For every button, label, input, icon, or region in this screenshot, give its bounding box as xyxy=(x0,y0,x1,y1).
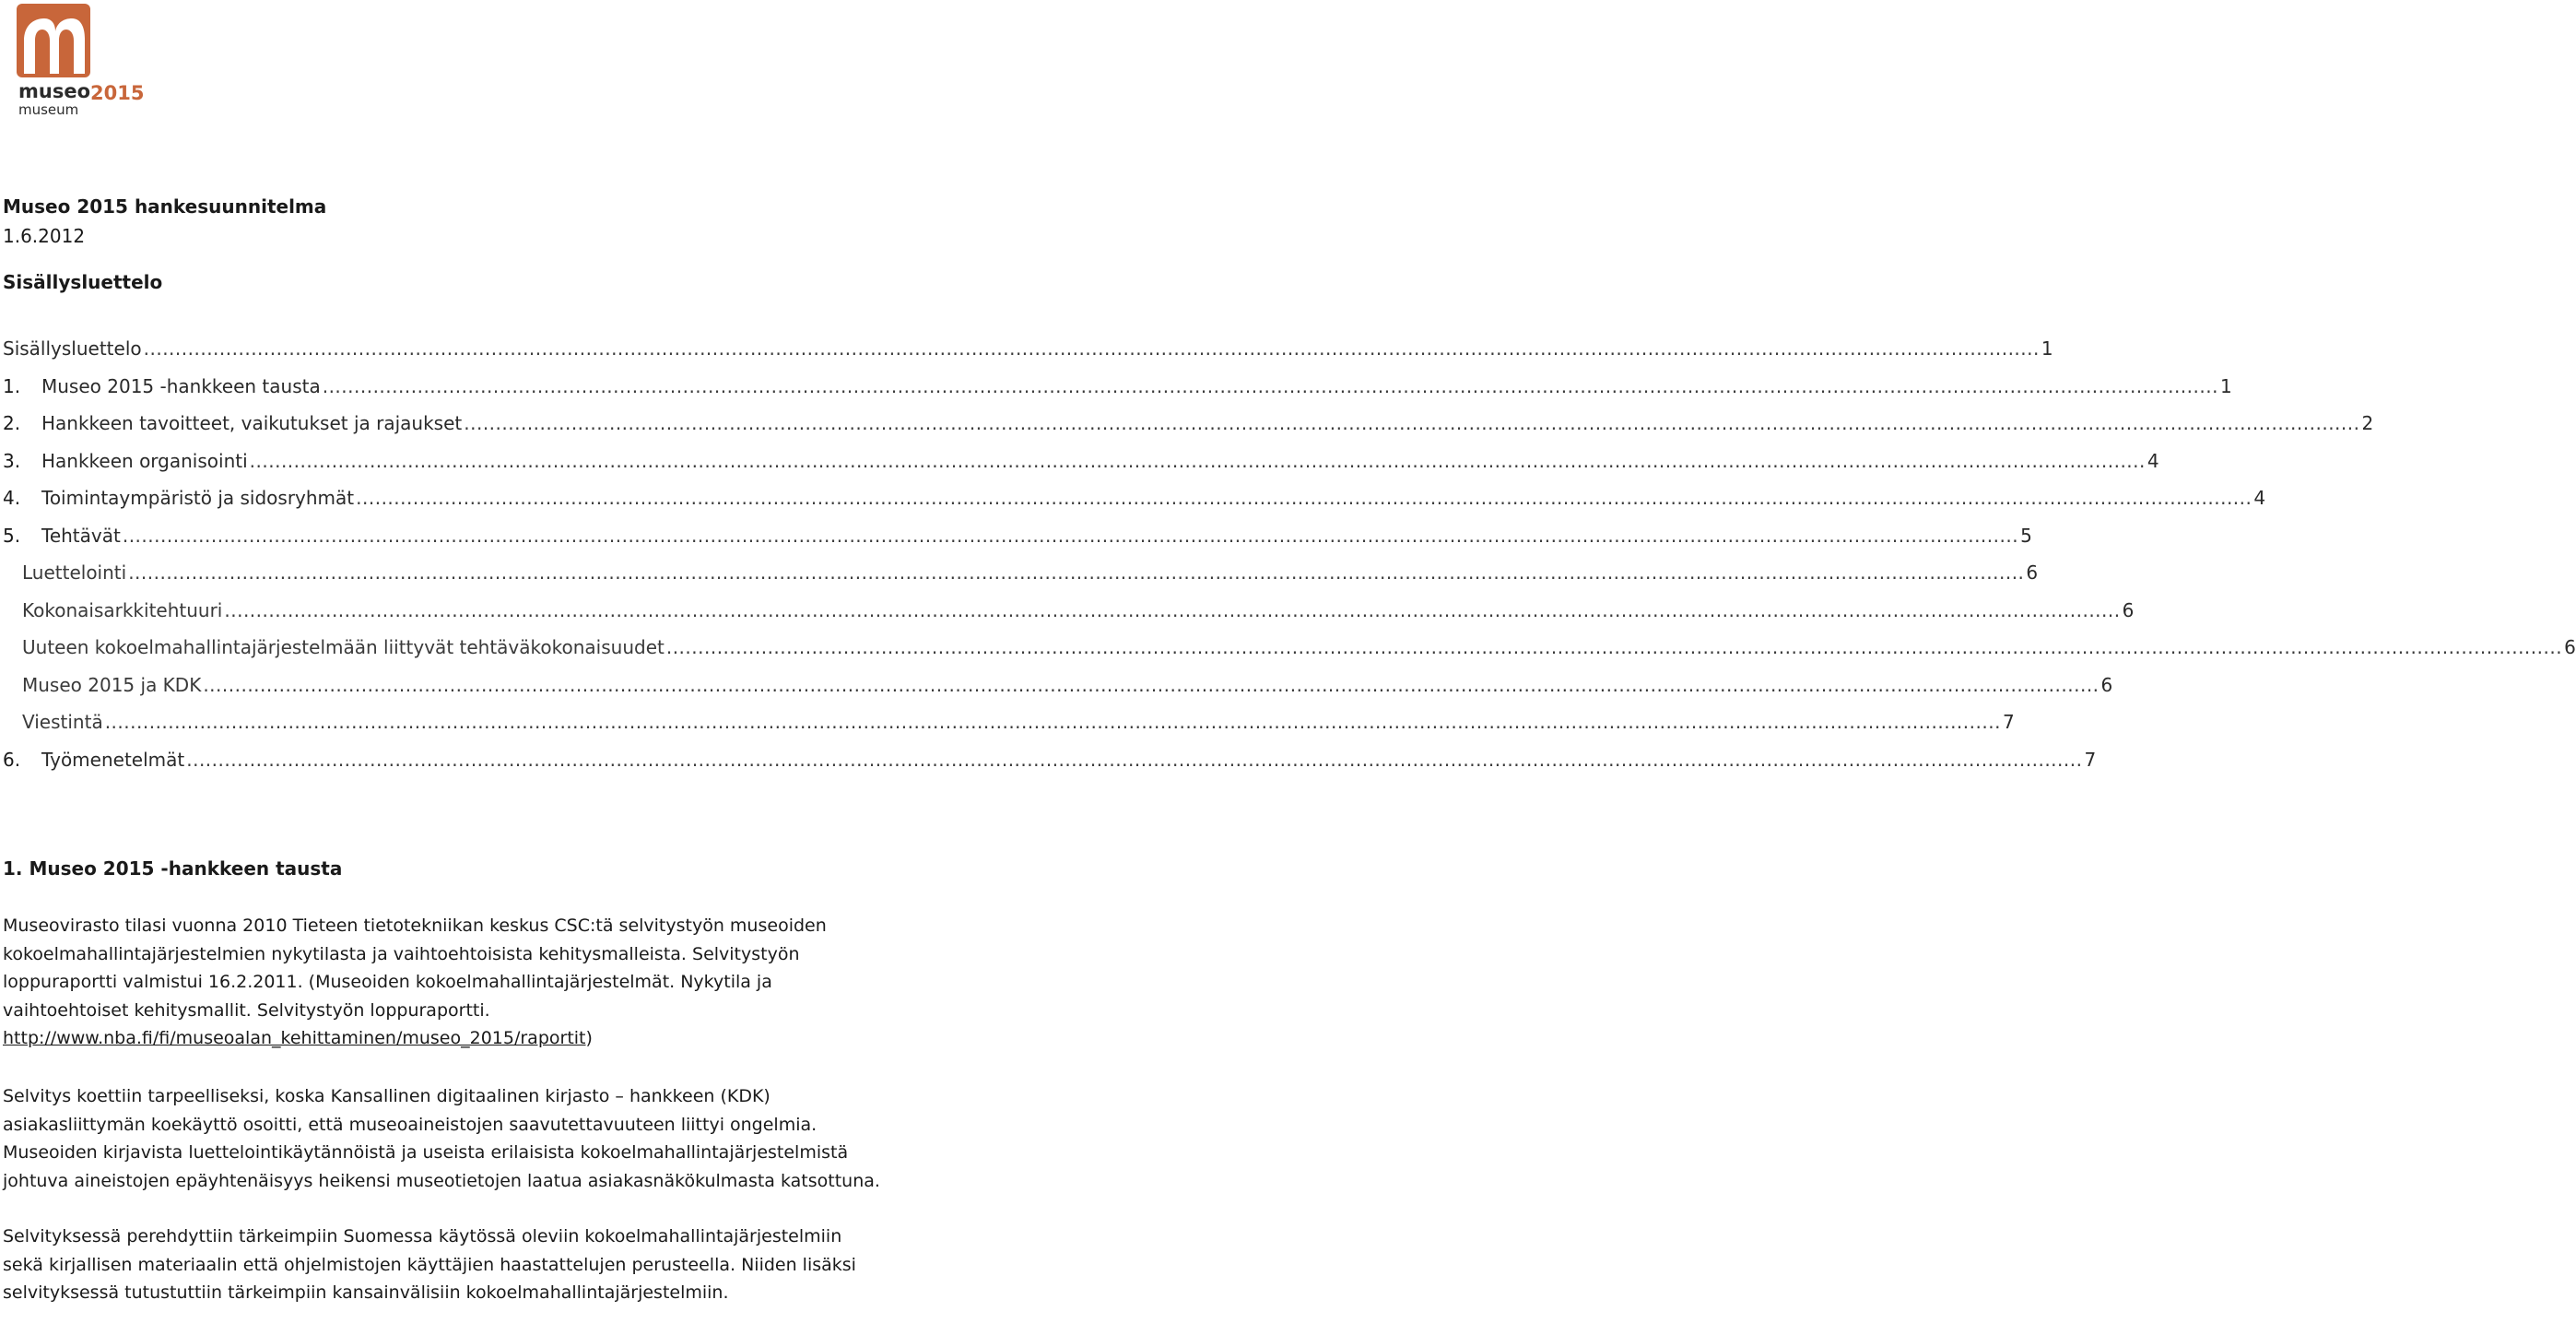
logo-text-sub: museum xyxy=(18,101,79,118)
museo-m-logo-icon xyxy=(17,4,90,77)
toc-entry-number: 2. xyxy=(3,412,21,434)
toc-leader-dots: ............................................................................................................................................................................................................................................................................................................ xyxy=(186,748,2083,771)
toc-entry-label: Museo 2015 -hankkeen tausta xyxy=(41,374,321,397)
toc-entry[interactable] xyxy=(0,523,2032,561)
toc-entry-page: 5 xyxy=(2020,524,2032,547)
toc-leader-dots: ............................................................................................................................................................................................................................................................................................................ xyxy=(665,636,2563,658)
report-link[interactable]: http://www.nba.fi/fi/museoalan_kehittaminen/museo_2015/raportit xyxy=(3,1028,586,1048)
toc-entry-number: 5. xyxy=(3,524,21,547)
toc-entry-label: Tehtävät xyxy=(41,524,121,547)
toc-entry-page: 6 xyxy=(2122,598,2135,621)
toc-entry-number: 1. xyxy=(3,374,21,397)
toc-entry-page: 2 xyxy=(2361,412,2374,434)
toc-entry-page: 7 xyxy=(2002,711,2015,733)
toc-entry-label: Museo 2015 ja KDK xyxy=(22,673,202,696)
document-title: Museo 2015 hankesuunnitelma xyxy=(3,195,327,218)
toc-entry-page: 6 xyxy=(2026,561,2039,584)
paragraph-study: Selvityksessä perehdyttiin tärkeimpiin Suomessa käytössä oleviin kokoelmahallintajärjestelmiin sekä kirjallisen materiaalin että ohjelmistojen käyttäjien haastattelujen perusteella. Niiden lisäksi selvityksessä tutustuttiin tärkeimpiin kansainvälisiin kokoelmahallintajärjestelmiin. xyxy=(3,1226,856,1303)
toc-leader-dots: ............................................................................................................................................................................................................................................................................................................ xyxy=(143,337,2040,360)
paragraph-end: ) xyxy=(585,1028,593,1048)
toc-entry-label: Kokonaisarkkitehtuuri xyxy=(22,598,223,621)
toc-subentry[interactable] xyxy=(0,560,2039,597)
toc-subentry[interactable] xyxy=(0,709,2015,747)
toc-heading: Sisällysluettelo xyxy=(3,271,163,293)
toc-entry[interactable] xyxy=(0,485,2266,523)
toc-entry-label: Työmenetelmät xyxy=(41,748,185,771)
toc-entry[interactable] xyxy=(0,747,2097,785)
toc-subentry[interactable] xyxy=(0,634,2576,672)
toc-leader-dots: ............................................................................................................................................................................................................................................................................................................ xyxy=(122,524,2019,547)
table-of-contents xyxy=(0,336,2576,784)
toc-leader-dots: ............................................................................................................................................................................................................................................................................................................ xyxy=(224,598,2121,621)
paragraph-background xyxy=(3,912,883,1053)
toc-entry-label: Uuteen kokoelmahallintajärjestelmään liittyvät tehtäväkokonaisuudet xyxy=(22,636,665,658)
toc-entry-label: Hankkeen tavoitteet, vaikutukset ja rajaukset xyxy=(41,412,463,434)
toc-leader-dots: ............................................................................................................................................................................................................................................................................................................ xyxy=(249,449,2146,472)
toc-entry-number: 3. xyxy=(3,449,21,472)
toc-entry-page: 1 xyxy=(2041,337,2053,360)
toc-entry-label: Viestintä xyxy=(22,711,103,733)
toc-entry-label: Hankkeen organisointi xyxy=(41,449,248,472)
paragraph-text: Museovirasto tilasi vuonna 2010 Tieteen tietotekniikan keskus CSC:tä selvitystyön museoiden kokoelmahallintajärjestelmien nykytilasta ja vaihtoehtoisista kehitysmalleista. Selvitystyön loppuraportti valmistui 16.2.2011. (Museoiden kokoelmahallintajärjestelmät. Nykytila ja vaihtoehtoiset kehitysmallit. Selvitystyön loppuraportti. xyxy=(3,916,827,1021)
toc-entry-page: 4 xyxy=(2253,487,2266,509)
paragraph-reason: Selvitys koettiin tarpeelliseksi, koska Kansallinen digitaalinen kirjasto – hankkeen (KDK) asiakasliittymän koekäyttö osoitti, että museoaineistojen saavutettavuuteen liittyi ongelmia. Museoiden kirjavista luettelointikäytännöistä ja useista erilaisista kokoelmahallintajärjestelmistä johtuva aineistojen epäyhtenäisyys heikensi museotietojen laatua asiakasnäkökulmasta katsottuna. xyxy=(3,1086,880,1191)
toc-leader-dots: ............................................................................................................................................................................................................................................................................................................ xyxy=(104,711,2001,733)
toc-leader-dots: ............................................................................................................................................................................................................................................................................................................ xyxy=(203,673,2100,696)
toc-entry-label: Toimintaympäristö ja sidosryhmät xyxy=(41,487,355,509)
logo-text-year: 2015 xyxy=(90,82,145,104)
toc-entry-page: 4 xyxy=(2147,449,2159,472)
section-heading: 1. Museo 2015 -hankkeen tausta xyxy=(3,857,343,880)
museo-2015-logo xyxy=(17,4,155,116)
toc-entry-label: Sisällysluettelo xyxy=(3,337,142,360)
toc-entry-label: Luettelointi xyxy=(22,561,127,584)
logo-text-main: museo xyxy=(18,80,91,102)
toc-entry-page: 1 xyxy=(2219,374,2232,397)
toc-subentry[interactable] xyxy=(0,672,2113,710)
document-date: 1.6.2012 xyxy=(3,225,86,247)
toc-entry-page: 6 xyxy=(2100,673,2113,696)
toc-leader-dots: ............................................................................................................................................................................................................................................................................................................ xyxy=(356,487,2253,509)
toc-entry[interactable] xyxy=(0,410,2374,448)
toc-leader-dots: ............................................................................................................................................................................................................................................................................................................ xyxy=(128,561,2025,584)
logo-wordmark xyxy=(18,79,157,116)
toc-entry-number: 6. xyxy=(3,748,21,771)
toc-entry[interactable] xyxy=(0,336,2053,373)
toc-leader-dots: ............................................................................................................................................................................................................................................................................................................ xyxy=(464,412,2360,434)
toc-entry[interactable] xyxy=(0,373,2232,411)
toc-entry-number: 4. xyxy=(3,487,21,509)
toc-leader-dots: ............................................................................................................................................................................................................................................................................................................ xyxy=(322,374,2218,397)
toc-entry-page: 7 xyxy=(2084,748,2097,771)
toc-entry[interactable] xyxy=(0,448,2159,486)
toc-entry-page: 6 xyxy=(2564,636,2576,658)
toc-subentry[interactable] xyxy=(0,597,2135,635)
